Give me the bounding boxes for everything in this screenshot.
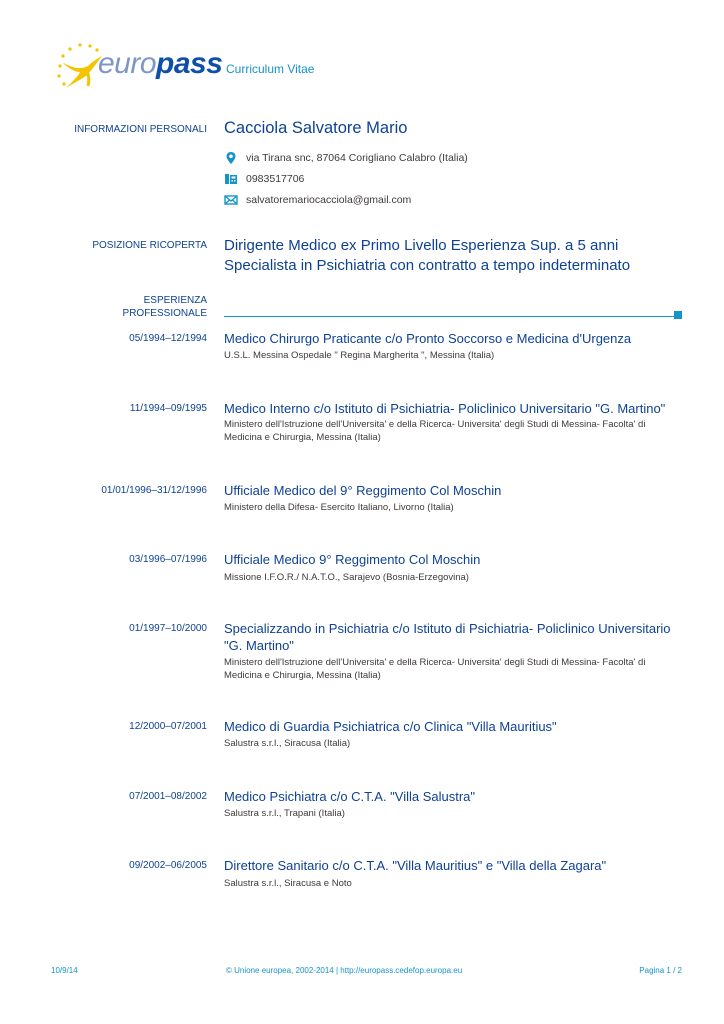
entry-employer: Missione I.F.O.R./ N.A.T.O., Sarajevo (Bosnia-Erzegovina) — [224, 572, 469, 583]
phone-text: 0983517706 — [246, 173, 305, 185]
entry-employer: Ministero dell'Istruzione dell'Universita' e della Ricerca- Universita' degli Studi di Messina- Facolta' di Medicina e Chirurgia, Messina (Italia) — [224, 657, 646, 681]
entry-date: 03/1996–07/1996 — [129, 554, 207, 565]
entry-date: 12/2000–07/2001 — [129, 721, 207, 732]
email-link[interactable]: salvatoremariocacciola@gmail.com — [246, 194, 412, 206]
document-title: Curriculum Vitae — [226, 62, 315, 76]
entry-date: 09/2002–06/2005 — [129, 860, 207, 871]
phone-icon — [224, 172, 238, 186]
entry-title: Ufficiale Medico del 9° Reggimento Col Moschin — [224, 483, 502, 498]
entry-employer: Salustra s.r.l., Trapani (Italia) — [224, 808, 345, 819]
experience-label — [0, 294, 207, 320]
person-name: Cacciola Salvatore Mario — [224, 119, 408, 137]
location-pin-icon — [224, 151, 238, 165]
footer-date: 10/9/14 — [51, 966, 78, 975]
entry-title: Medico Chirurgo Praticante c/o Pronto Soccorso e Medicina d'Urgenza — [224, 331, 632, 346]
logo-figure-icon — [62, 56, 102, 88]
entry-date: 11/1994–09/1995 — [129, 403, 207, 414]
entry-date: 01/1997–10/2000 — [129, 623, 207, 634]
entry-title: Specializzando in Psichiatria c/o Istituto di Psichiatria- Policlinico Universitario "G. Martino" — [224, 621, 671, 653]
logo-wordmark: europass — [98, 47, 223, 80]
personal-info-label: INFORMAZIONI PERSONALI — [74, 124, 207, 135]
email-row — [224, 193, 411, 207]
position-text: Dirigente Medico ex Primo Livello Esperienza Sup. a 5 anni Specialista in Psichiatria con contratto a tempo indeterminato — [224, 237, 631, 274]
entry-title: Medico di Guardia Psichiatrica c/o Clinica "Villa Mauritius" — [224, 719, 557, 734]
footer-page-number: Pagina 1 / 2 — [639, 966, 682, 975]
entry-title: Medico Interno c/o Istituto di Psichiatria- Policlinico Universitario "G. Martino" — [224, 401, 666, 416]
entry-title: Direttore Sanitario c/o C.T.A. "Villa Mauritius" e "Villa della Zagara" — [224, 858, 607, 873]
entry-date: 05/1994–12/1994 — [129, 333, 207, 344]
address-row — [224, 151, 468, 165]
section-rule — [224, 316, 676, 317]
experience-label-line2: PROFESSIONALE — [122, 308, 207, 319]
entry-title: Medico Psichiatra c/o C.T.A. "Villa Salustra" — [224, 789, 476, 804]
entry-title: Ufficiale Medico 9° Reggimento Col Moschin — [224, 552, 481, 567]
entry-employer: Ministero dell'Istruzione dell'Universita' e della Ricerca- Universita' degli Studi di Messina- Facolta' di Medicina e Chirurgia, Messina (Italia) — [224, 419, 646, 443]
phone-row — [224, 172, 304, 186]
entry-date: 07/2001–08/2002 — [129, 791, 207, 802]
entry-employer: Ministero della Difesa- Esercito Italiano, Livorno (Italia) — [224, 502, 454, 513]
experience-label-line1: ESPERIENZA — [143, 295, 207, 306]
entry-date: 01/01/1996–31/12/1996 — [101, 485, 207, 496]
position-label: POSIZIONE RICOPERTA — [92, 240, 207, 251]
email-icon — [224, 193, 238, 207]
entry-employer: Salustra s.r.l., Siracusa (Italia) — [224, 738, 351, 749]
section-rule-marker — [674, 311, 682, 319]
address-text: via Tirana snc, 87064 Corigliano Calabro (Italia) — [246, 152, 468, 164]
entry-employer: Salustra s.r.l., Siracusa e Noto — [224, 878, 352, 889]
entry-employer: U.S.L. Messina Ospedale " Regina Margherita ", Messina (Italia) — [224, 350, 495, 361]
footer-copyright-link[interactable]: © Unione europea, 2002-2014 | http://europass.cedefop.europa.eu — [226, 966, 463, 975]
